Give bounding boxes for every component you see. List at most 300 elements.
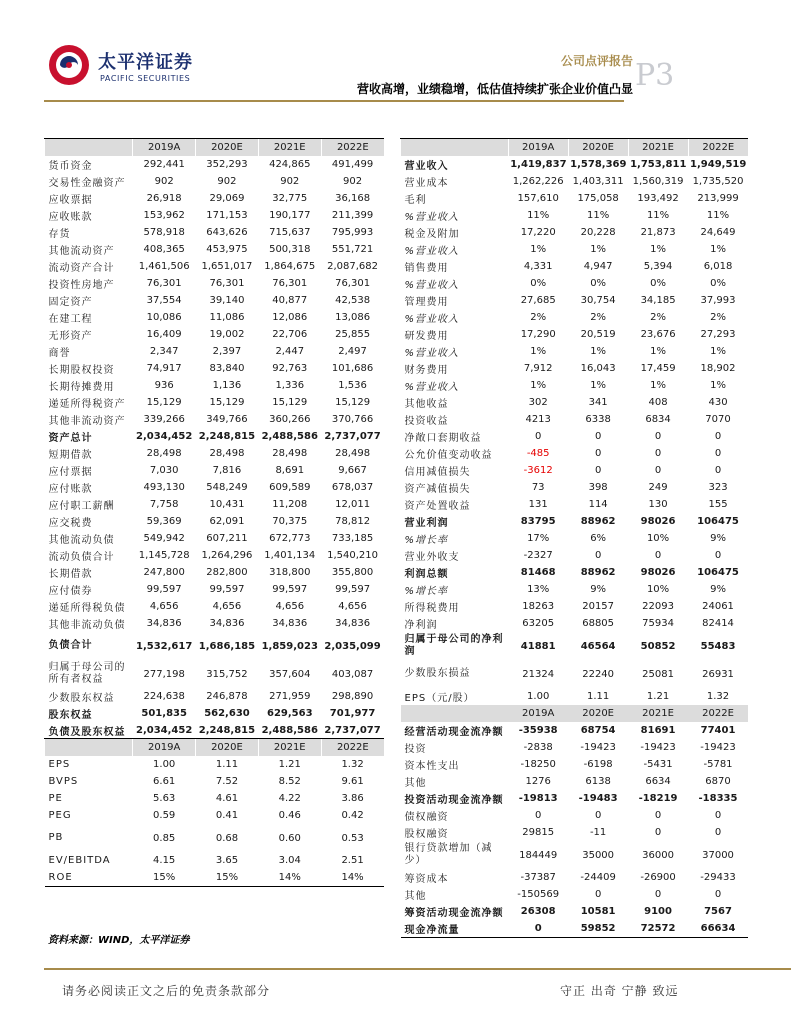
value-cell: 11,208 [272,499,308,510]
table-row [401,790,749,807]
value-cell: 6.61 [153,776,176,787]
table-row [401,581,749,598]
value-cell: 1% [710,380,726,391]
table-row [45,824,385,852]
row-label: 其他非流动资产 [48,416,126,427]
value-cell: 11% [646,210,670,221]
table-row [401,660,749,688]
value-cell: 29815 [522,827,555,838]
table-row [401,564,749,581]
row-label: 信用减值损失 [404,467,471,478]
value-cell: -11 [589,827,607,838]
value-cell: 4,656 [275,601,305,612]
value-cell: 2,447 [275,346,305,357]
header-divider [44,100,624,102]
value-cell: -24409 [580,872,616,883]
row-label: 商誉 [48,348,71,359]
value-cell: 10,086 [146,312,182,323]
value-cell: 902 [217,176,237,187]
value-cell: 936 [154,380,174,391]
value-cell: 21,873 [640,227,676,238]
value-cell: 1,540,210 [327,550,379,561]
value-cell: 1,403,311 [572,176,624,187]
row-label: 长期待摊费用 [48,382,115,393]
row-label: 投资活动现金流净额 [404,795,504,806]
table-row [401,309,749,326]
table-row [45,705,385,722]
table-row [45,343,385,360]
value-cell: 0 [594,889,602,900]
row-label: %营业收入 [404,280,460,291]
value-cell: 6634 [645,776,671,787]
value-cell: 22,706 [272,329,308,340]
table-row [45,547,385,564]
value-cell: 46564 [580,640,616,652]
value-cell: 10,431 [209,499,245,510]
row-label: 归属于母公司的所有者权益 [48,662,126,685]
value-cell: 15,129 [146,397,182,408]
table-row [45,258,385,275]
value-cell: -18335 [698,793,738,804]
table-row [401,275,749,292]
row-label: %营业收入 [404,212,460,223]
table-row [401,756,749,773]
row-label: 少数股东损益 [404,668,471,679]
value-cell: 26308 [520,906,556,917]
table-row [401,615,749,632]
value-cell: 9% [710,533,726,544]
value-cell: 408 [648,397,668,408]
row-label: 存货 [48,229,71,240]
value-cell: 0 [594,550,602,561]
table-row [401,824,749,841]
table-row [45,394,385,411]
report-type: 公司点评报告 [560,54,633,68]
value-cell: 902 [280,176,300,187]
value-cell: 11% [527,210,550,221]
value-cell: 0.46 [278,810,301,821]
table-row [401,722,749,739]
value-cell: 11% [587,210,610,221]
value-cell: 9% [590,584,607,595]
value-cell: 1,686,185 [198,640,256,652]
value-cell: 10581 [580,906,616,917]
table-row [45,581,385,598]
row-label: 营业利润 [404,518,449,529]
value-cell: 9,667 [338,465,367,476]
value-cell: 34,836 [209,618,245,629]
value-cell: -19423 [640,742,676,753]
value-cell: 20,519 [580,329,616,340]
value-cell: 0% [590,278,607,289]
value-cell: 701,977 [329,708,376,719]
value-cell: 6,018 [703,261,733,272]
value-cell: -19483 [578,793,618,804]
row-label: EPS（元/股） [404,693,475,704]
table-row [45,530,385,547]
value-cell: 11,086 [209,312,245,323]
header-year-cell: 2021E [258,139,321,157]
value-cell: 88962 [580,516,616,527]
value-cell: 14% [321,869,384,887]
row-label: 应付票据 [48,467,93,478]
value-cell: 4,656 [338,601,367,612]
value-cell: 29,069 [209,193,245,204]
value-cell: 0 [508,920,568,938]
row-label: PEG [48,810,72,821]
value-cell: 30,754 [580,295,616,306]
value-cell: 193,492 [637,193,679,204]
value-cell: 315,752 [206,668,248,680]
income-cashflow-table [400,138,748,938]
row-label: 财务费用 [404,365,449,376]
value-cell: 2,497 [338,346,367,357]
value-cell: 20157 [582,601,615,612]
value-cell: 500,318 [269,244,311,255]
value-cell: -29433 [700,872,736,883]
value-cell: 2,488,586 [258,722,321,740]
value-cell: 88962 [580,567,616,578]
value-cell: 3.04 [278,855,301,866]
value-cell: 1% [650,380,666,391]
value-cell: -19423 [580,742,616,753]
table-row [401,326,749,343]
value-cell: 339,266 [143,414,185,425]
value-cell: 0.60 [278,832,301,844]
value-cell: 1,536 [338,380,367,391]
value-cell: 130 [648,499,668,510]
table-row [401,207,749,224]
value-cell: 370,766 [331,414,374,425]
value-cell: 2022E [688,705,748,722]
row-label: 净利润 [404,620,438,631]
value-cell: 99,597 [272,584,308,595]
value-cell: 28,498 [272,448,308,459]
value-cell: 1.32 [706,691,730,702]
value-cell: 1,336 [275,380,305,391]
value-cell: 76,301 [272,278,308,289]
row-label: 毛利 [404,195,427,206]
row-label: EPS [48,759,71,770]
value-cell: 7,758 [149,499,179,510]
row-label: %营业收入 [404,348,460,359]
value-cell: 430 [708,397,728,408]
value-cell: 20,228 [580,227,616,238]
value-cell: 34,836 [146,618,182,629]
table-row [45,377,385,394]
row-label: 流动资产合计 [48,263,115,274]
value-cell: 22093 [642,601,674,612]
table-row [401,241,749,258]
value-cell: 349,766 [206,414,248,425]
value-cell: 0.41 [215,810,239,821]
table-row [45,462,385,479]
value-cell: 114 [588,499,608,510]
value-cell: 1,136 [212,380,242,391]
table-row [401,360,749,377]
value-cell: 34,836 [272,618,308,629]
value-cell: 171,153 [206,210,248,221]
value-cell: 1,401,134 [264,550,316,561]
table-row [45,241,385,258]
value-cell: 155 [708,499,728,510]
table-row [401,173,749,190]
row-label: 筹资活动现金流净额 [404,908,504,919]
value-cell: 0 [594,465,602,476]
value-cell: 81691 [640,725,676,736]
table-row [45,190,385,207]
table-row [401,496,749,513]
table-row [401,343,749,360]
value-cell: 9100 [644,906,672,917]
value-cell: 1% [530,346,547,357]
table-row [45,496,385,513]
value-cell: 1.11 [215,759,239,770]
value-cell: 83,840 [209,363,245,374]
table-row [401,190,749,207]
value-cell: 0.68 [215,832,239,844]
header-year-cell: 2022E [688,139,748,157]
value-cell: 157,610 [517,193,559,204]
value-cell: 22240 [582,668,615,680]
value-cell: 318,800 [269,567,311,578]
value-cell: 131 [528,499,548,510]
table-row [45,207,385,224]
value-cell: 37000 [702,849,734,861]
value-cell: 493,130 [143,482,185,493]
value-cell: -18219 [638,793,678,804]
value-cell: 607,211 [206,533,248,544]
value-cell: 4213 [525,414,551,425]
value-cell: 82414 [702,618,734,629]
row-label: 投资 [404,744,427,755]
table-row [45,564,385,581]
row-label: 营业外收支 [404,552,460,563]
value-cell: 1,461,506 [138,261,190,272]
value-cell: 98026 [640,567,676,578]
value-cell: 35000 [582,849,615,861]
value-cell: 99,597 [209,584,245,595]
value-cell: 6870 [705,776,731,787]
table-row [401,739,749,756]
value-cell: 551,721 [331,244,374,255]
value-cell: 0% [650,278,666,289]
table-row [45,598,385,615]
row-label: 销售费用 [404,263,449,274]
value-cell: 249 [648,482,668,493]
table-row [401,258,749,275]
value-cell: 0 [535,810,542,821]
value-cell: 1% [650,346,666,357]
row-label: 债权融资 [404,812,449,823]
value-cell: 357,604 [269,668,311,680]
value-cell: 1.11 [586,691,610,702]
row-label: 其他 [404,778,427,789]
value-cell: 2,034,452 [136,431,193,442]
value-cell: 62,091 [209,516,245,527]
value-cell: 68805 [582,618,615,629]
value-cell: 352,293 [206,159,248,170]
value-cell: 34,185 [640,295,676,306]
row-label: BVPS [48,776,79,787]
header-year-cell: 2021E [258,739,321,757]
value-cell: 17% [527,533,550,544]
value-cell: 2,248,815 [196,722,259,740]
value-cell: 1,753,811 [630,159,687,170]
value-cell: 902 [343,176,363,187]
header-year-cell: 2019A [133,739,196,757]
row-label: 无形资产 [48,331,93,342]
table-row [45,360,385,377]
value-cell: 92,763 [272,363,308,374]
ratios-table [44,738,384,887]
value-cell: 0 [714,810,722,821]
value-cell: 2,488,586 [261,431,318,442]
value-cell: 2,737,077 [324,431,381,442]
value-cell: -2838 [523,742,553,753]
row-label: PE [48,793,63,804]
value-cell: 643,626 [206,227,248,238]
value-cell: 408,365 [143,244,185,255]
row-label: 递延所得税资产 [48,399,126,410]
header-year-cell: 2022E [321,139,384,157]
value-cell: 0 [654,827,662,838]
value-cell: 76,301 [335,278,371,289]
row-label: 长期股权投资 [48,365,115,376]
value-cell: 678,037 [331,482,374,493]
value-cell: 2019A [508,705,568,722]
table-row [401,292,749,309]
row-label: 所得税费用 [404,603,460,614]
value-cell: 282,800 [206,567,248,578]
table-row [401,377,749,394]
value-cell: 83795 [520,516,556,527]
table-row [45,807,385,824]
value-cell: 18263 [522,601,555,612]
value-cell: 0 [714,889,722,900]
value-cell: -5431 [643,759,673,770]
row-label: PB [48,832,64,843]
value-cell: 36,168 [335,193,371,204]
row-label: 公允价值变动收益 [404,450,493,461]
value-cell: 72572 [628,920,688,938]
value-cell: 4,947 [583,261,613,272]
value-cell: 2,397 [212,346,242,357]
value-cell: 213,999 [697,193,739,204]
table-row [45,156,385,173]
value-cell: 15,129 [335,397,371,408]
value-cell: 1,864,675 [264,261,316,272]
row-label: 现金净流量 [401,920,509,938]
value-cell: -35938 [518,725,558,736]
value-cell: 190,177 [269,210,311,221]
value-cell: 0% [530,278,547,289]
row-label: 资产处置收益 [404,501,471,512]
table-row [401,920,749,938]
row-label: 银行贷款增加（减少） [404,843,493,866]
value-cell: 70,375 [272,516,308,527]
value-cell: 355,800 [331,567,374,578]
table-row [401,530,749,547]
value-cell: 36000 [642,849,674,861]
table-header-row [45,739,385,757]
value-cell: 629,563 [266,708,313,719]
value-cell: 7.52 [215,776,239,787]
row-label: 负债合计 [48,640,93,651]
value-cell: 7567 [704,906,732,917]
value-cell: 27,685 [520,295,556,306]
data-source: 资料来源：WIND，太平洋证券 [48,935,190,946]
value-cell: 37,993 [700,295,736,306]
value-cell: 16,409 [146,329,182,340]
value-cell: 2021E [628,705,688,722]
row-label: 其他 [404,891,427,902]
value-cell: 27,293 [700,329,736,340]
value-cell: 2,347 [149,346,179,357]
row-label: 在建工程 [48,314,93,325]
value-cell: 1,859,023 [261,640,318,652]
value-cell: 2,034,452 [133,722,196,740]
value-cell: 1.32 [341,759,364,770]
table-row [45,326,385,343]
row-label: %营业收入 [404,382,460,393]
row-label: 长期借款 [48,569,93,580]
value-cell: 1% [530,380,547,391]
table-row [45,309,385,326]
value-cell: 578,918 [143,227,185,238]
value-cell: 0 [535,431,542,442]
table-row [401,428,749,445]
table-row [45,428,385,445]
value-cell: 13% [527,584,550,595]
header-year-cell: 2021E [628,139,688,157]
value-cell: 1,735,520 [692,176,744,187]
value-cell: 0 [714,448,722,459]
value-cell: 2,035,099 [324,640,381,652]
value-cell: 5.63 [153,793,176,804]
table-row [401,462,749,479]
value-cell: -6198 [583,759,613,770]
row-label: 其他收益 [404,399,449,410]
pacific-securities-logo-icon [48,44,90,86]
row-label: 短期借款 [48,450,93,461]
table-row [401,705,749,722]
row-label: 其他流动资产 [48,246,115,257]
value-cell: 17,459 [640,363,676,374]
header-year-cell: 2020E [568,139,628,157]
value-cell: 1% [590,244,607,255]
value-cell: 8,691 [275,465,305,476]
value-cell: 26,918 [146,193,182,204]
value-cell: 548,249 [206,482,248,493]
value-cell: 341 [588,397,608,408]
value-cell: 1.21 [646,691,670,702]
value-cell: 1276 [525,776,551,787]
row-label: 管理费用 [404,297,449,308]
value-cell: 24061 [702,601,734,612]
row-label [401,705,509,722]
value-cell: 398 [588,482,608,493]
value-cell: 2% [710,312,726,323]
row-label: EV/EBITDA [48,855,111,866]
value-cell: -26900 [640,872,676,883]
row-label: 经营活动现金流净额 [404,727,504,738]
value-cell: 32,775 [272,193,308,204]
row-label: 应付职工薪酬 [48,501,115,512]
value-cell: 18,902 [700,363,736,374]
value-cell: 0.59 [153,810,176,821]
value-cell: 795,993 [331,227,374,238]
